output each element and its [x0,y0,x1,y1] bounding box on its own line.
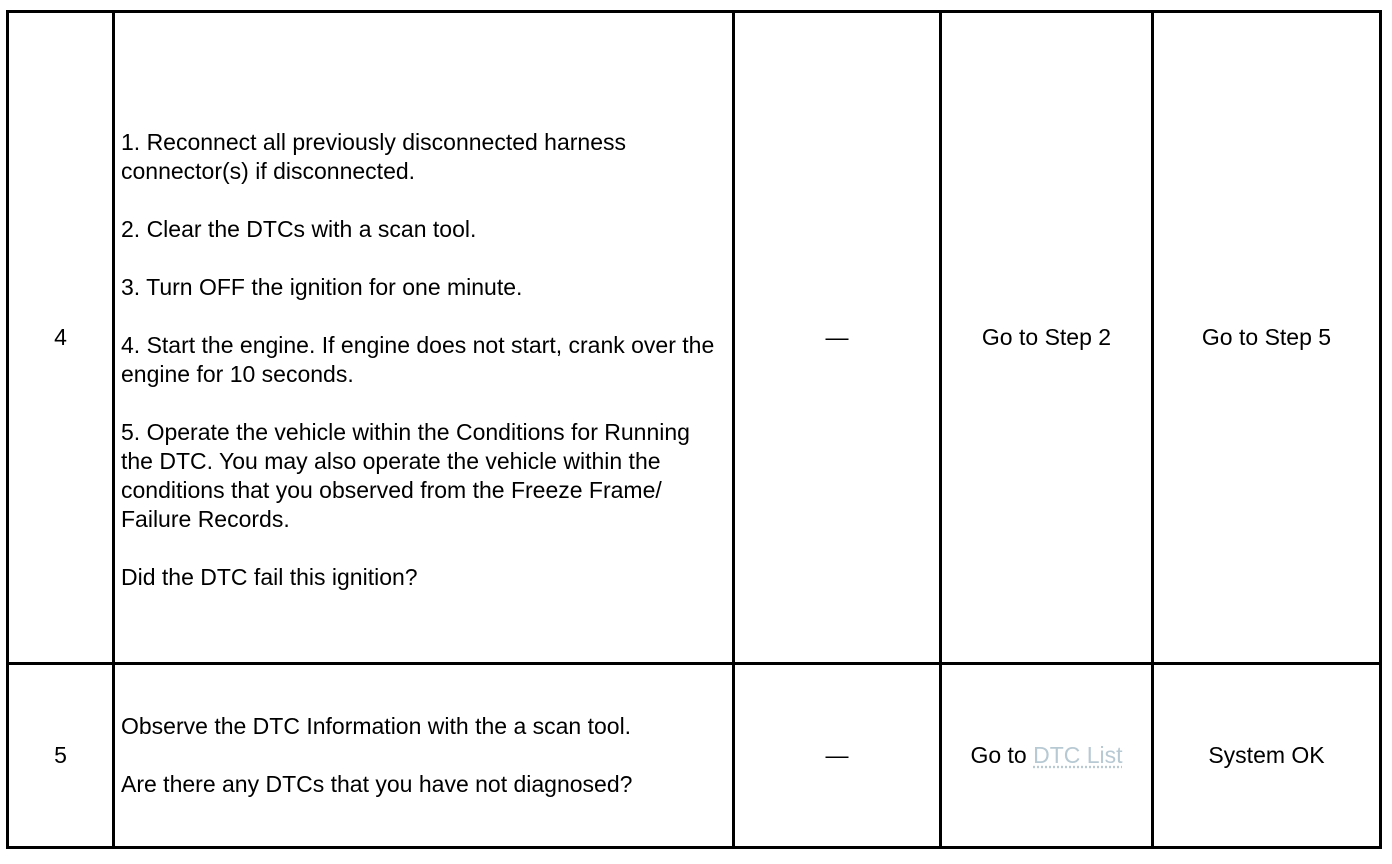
step-number-cell [8,664,114,848]
table-row-step-4 [8,12,1381,664]
no-cell [1153,12,1381,664]
no-result: System OK [1208,742,1325,768]
yes-cell [941,664,1153,848]
diagnostic-table [6,10,1382,849]
step-number: 5 [54,742,67,768]
yes-result-prefix: Go to [970,742,1034,768]
action-cell [114,12,734,664]
action-step-5: 5. Operate the vehicle within the Conditions for Running the DTC. You may also operate the vehicle within the conditions that you observed from the Freeze Frame/ Failure Records. [121,419,690,532]
step-number: 4 [54,324,67,350]
action-question: Did the DTC fail this ignition? [121,564,418,590]
action-cell [114,664,734,848]
value-dash: — [825,742,849,768]
action-step-3: 3. Turn OFF the ignition for one minute. [121,274,523,300]
action-step-1: 1. Reconnect all previously disconnected harness connector(s) if disconnected. [121,129,627,184]
value-dash: — [825,324,849,350]
yes-cell [941,12,1153,664]
action-question: Are there any DTCs that you have not diagnosed? [121,771,633,797]
value-cell [734,12,941,664]
table-row-step-5 [8,664,1381,848]
dtc-list-link[interactable]: DTC List [1033,742,1123,768]
value-cell [734,664,941,848]
action-top-spacer [121,83,726,128]
no-result: Go to Step 5 [1201,324,1332,350]
no-cell [1153,664,1381,848]
step-number-cell [8,12,114,664]
action-step-4: 4. Start the engine. If engine does not start, crank over the engine for 10 seconds. [121,332,715,387]
action-observe: Observe the DTC Information with the a scan tool. [121,713,632,739]
yes-result: Go to Step 2 [981,324,1112,350]
action-step-2: 2. Clear the DTCs with a scan tool. [121,216,477,242]
